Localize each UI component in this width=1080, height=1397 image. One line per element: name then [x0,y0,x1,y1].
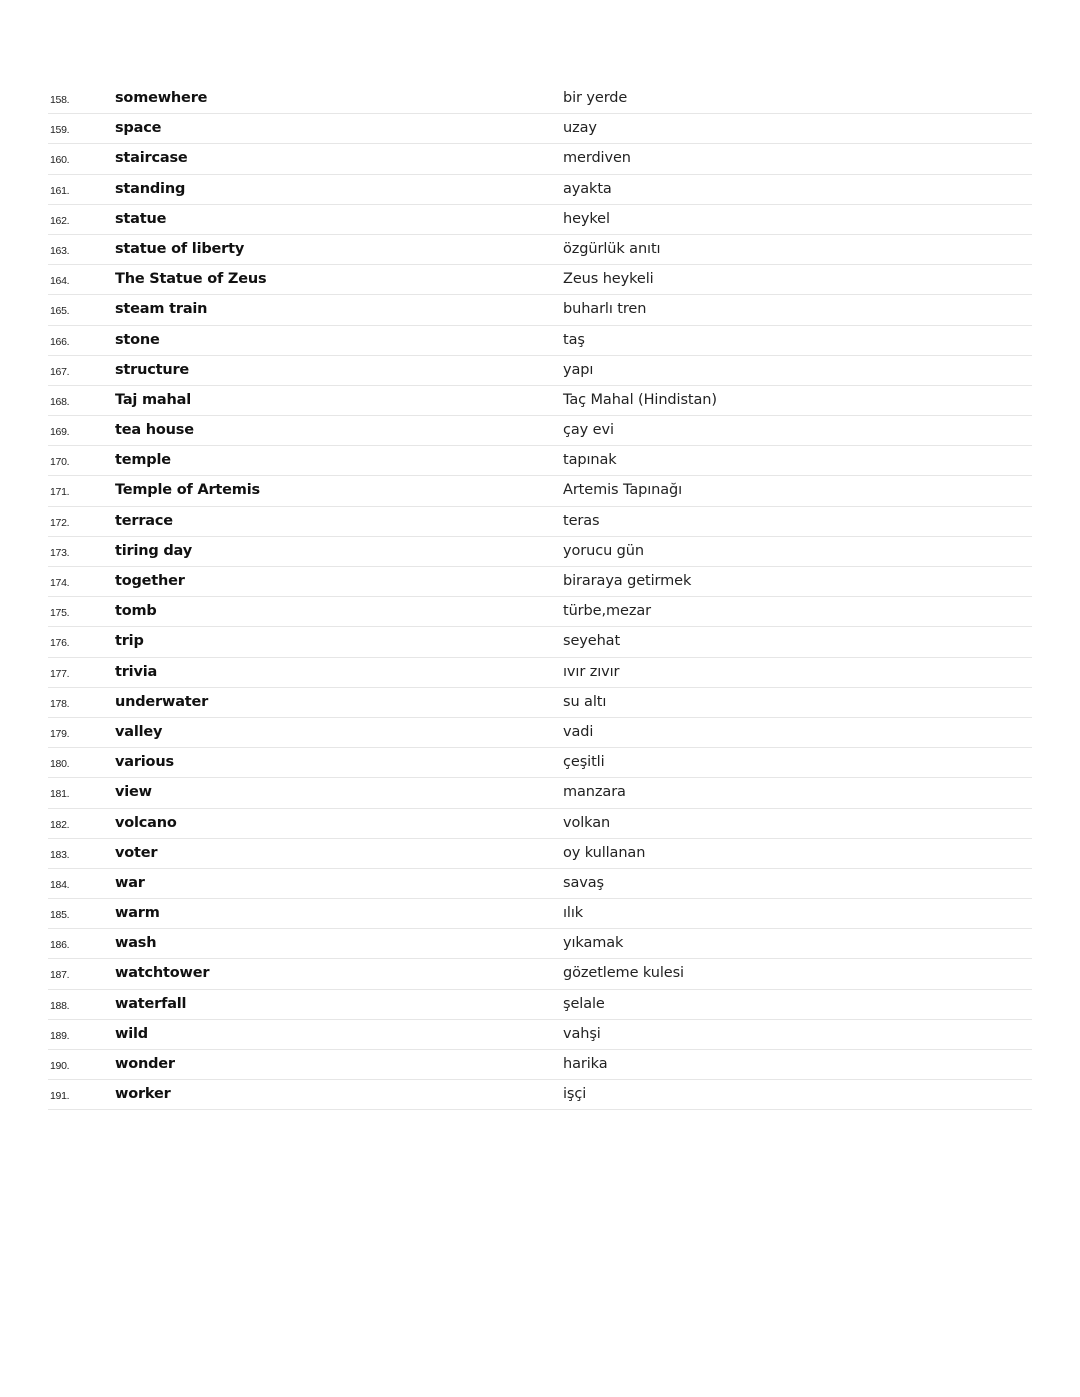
vocabulary-row [48,718,1032,748]
turkish-meaning: su altı [563,693,607,710]
turkish-meaning: Zeus heykeli [563,271,654,288]
english-word: trivia [115,663,158,680]
english-word: worker [115,1086,171,1103]
entry-number: 160. [50,154,70,167]
english-word: tea house [115,422,194,439]
vocabulary-row [48,990,1032,1020]
vocabulary-row [48,567,1032,597]
vocabulary-row [48,839,1032,869]
vocabulary-row [48,929,1032,959]
turkish-meaning: vahşi [563,1025,601,1042]
english-word: warm [115,905,160,922]
english-word: statue [115,210,167,227]
turkish-meaning: oy kullanan [563,844,646,861]
turkish-meaning: yıkamak [563,935,624,952]
english-word: various [115,754,174,771]
vocabulary-row [48,1080,1032,1110]
vocabulary-row [48,84,1032,114]
entry-number: 174. [50,577,70,589]
vocabulary-row [48,326,1032,356]
vocabulary-row [48,658,1032,688]
english-word: tiring day [115,542,192,559]
english-word: waterfall [115,995,187,1012]
turkish-meaning: teras [563,512,600,529]
vocabulary-row [48,688,1032,718]
turkish-meaning: şelale [563,995,605,1012]
turkish-meaning: manzara [563,784,626,801]
entry-number: 170. [50,456,70,469]
english-word: Taj mahal [115,391,191,408]
entry-number: 180. [50,758,70,771]
entry-number: 161. [50,184,70,197]
turkish-meaning: uzay [563,120,597,137]
entry-number: 158. [50,94,70,106]
english-word: somewhere [115,90,208,106]
vocabulary-row [48,295,1032,325]
entry-number: 188. [50,999,70,1012]
english-word: steam train [115,301,208,318]
turkish-meaning: çeşitli [563,754,605,771]
entry-number: 159. [50,124,70,137]
turkish-meaning: harika [563,1056,608,1072]
entry-number: 183. [50,848,70,861]
english-word: staircase [115,150,188,167]
turkish-meaning: savaş [563,874,604,891]
english-word: view [115,784,152,801]
english-word: trip [115,633,144,650]
turkish-meaning: Taç Mahal (Hindistan) [563,391,717,408]
vocabulary-row [48,959,1032,989]
vocabulary-row [48,114,1032,144]
entry-number: 176. [50,637,70,650]
english-word: terrace [115,512,173,529]
vocabulary-row [48,1020,1032,1050]
entry-number: 189. [50,1029,70,1042]
vocabulary-row [48,809,1032,839]
turkish-meaning: Artemis Tapınağı [563,482,683,499]
turkish-meaning: merdiven [563,150,631,167]
vocabulary-row [48,476,1032,506]
english-word: statue of liberty [115,240,245,257]
entry-number: 182. [50,818,70,831]
english-word: space [115,120,162,137]
turkish-meaning: bir yerde [563,90,628,106]
english-word: wash [115,935,157,952]
entry-number: 164. [50,275,70,288]
english-word: valley [115,723,163,740]
entry-number: 184. [50,878,70,891]
entry-number: 167. [50,365,70,378]
entry-number: 166. [50,335,70,348]
turkish-meaning: seyehat [563,633,621,650]
entry-number: 177. [50,667,70,680]
vocabulary-row [48,446,1032,476]
turkish-meaning: çay evi [563,422,614,439]
english-word: wonder [115,1056,175,1072]
entry-number: 185. [50,909,70,922]
entry-number: 173. [50,546,70,559]
entry-number: 190. [50,1060,70,1072]
entry-number: 168. [50,395,70,408]
vocabulary-row [48,1050,1032,1080]
english-word: war [115,874,145,891]
vocabulary-row [48,235,1032,265]
entry-number: 191. [50,1090,70,1103]
english-word: structure [115,361,190,378]
english-word: watchtower [115,965,210,982]
turkish-meaning: türbe,mezar [563,603,651,620]
turkish-meaning: yorucu gün [563,542,644,559]
turkish-meaning: ıvır zıvır [563,663,620,680]
entry-number: 172. [50,516,70,529]
vocabulary-row [48,265,1032,295]
entry-number: 169. [50,426,70,439]
turkish-meaning: yapı [563,361,594,378]
english-word: Temple of Artemis [115,482,260,499]
vocabulary-row [48,175,1032,205]
english-word: together [115,573,185,589]
entry-number: 162. [50,214,70,227]
english-word: stone [115,331,160,348]
turkish-meaning: biraraya getirmek [563,573,692,589]
vocabulary-row [48,748,1032,778]
vocabulary-list [48,84,1032,1110]
english-word: underwater [115,693,209,710]
entry-number: 186. [50,939,70,952]
turkish-meaning: özgürlük anıtı [563,240,661,257]
english-word: volcano [115,814,177,831]
turkish-meaning: vadi [563,723,594,740]
turkish-meaning: işçi [563,1086,587,1103]
vocabulary-row [48,537,1032,567]
vocabulary-row [48,507,1032,537]
turkish-meaning: ılık [563,905,584,922]
turkish-meaning: gözetleme kulesi [563,965,684,982]
entry-number: 163. [50,244,70,257]
vocabulary-row [48,356,1032,386]
vocabulary-row [48,869,1032,899]
turkish-meaning: heykel [563,210,610,227]
turkish-meaning: tapınak [563,452,617,469]
vocabulary-row [48,778,1032,808]
english-word: standing [115,180,186,197]
entry-number: 165. [50,305,70,318]
turkish-meaning: taş [563,331,585,348]
vocabulary-row [48,597,1032,627]
entry-number: 171. [50,486,70,499]
english-word: The Statue of Zeus [115,271,267,288]
turkish-meaning: buharlı tren [563,301,647,318]
entry-number: 181. [50,788,70,801]
turkish-meaning: ayakta [563,180,612,197]
vocabulary-row [48,627,1032,657]
turkish-meaning: volkan [563,814,611,831]
vocabulary-row [48,899,1032,929]
english-word: temple [115,452,171,469]
entry-number: 187. [50,969,70,982]
entry-number: 179. [50,727,70,740]
vocabulary-row [48,144,1032,174]
vocabulary-row [48,386,1032,416]
entry-number: 178. [50,697,70,710]
vocabulary-row [48,416,1032,446]
vocabulary-row [48,205,1032,235]
entry-number: 175. [50,607,70,620]
english-word: tomb [115,603,157,620]
english-word: voter [115,844,158,861]
english-word: wild [115,1025,148,1042]
